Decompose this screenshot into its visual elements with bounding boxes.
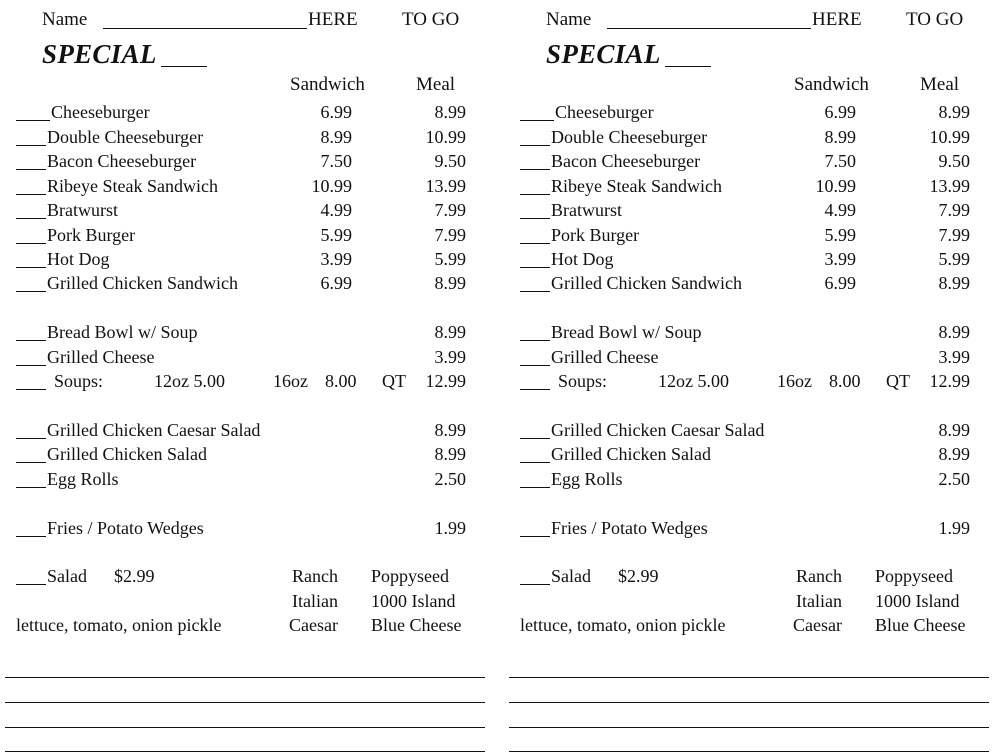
sandwich-price: 7.50 [824, 151, 856, 171]
special-label: SPECIAL [546, 39, 661, 69]
item-checkbox[interactable] [520, 470, 550, 488]
special-field[interactable] [161, 44, 207, 67]
salad-label: Salad [47, 566, 87, 586]
soups-label: Soups: [558, 371, 608, 391]
menu-item-name: Bacon Cheeseburger [47, 151, 197, 171]
sandwich-price: 10.99 [815, 176, 856, 196]
menu-item-name: Egg Rolls [47, 469, 119, 489]
special-field[interactable] [665, 44, 711, 67]
sandwich-column-header: Sandwich [794, 74, 869, 95]
item-checkbox[interactable] [520, 348, 550, 366]
dressing-option: 1000 Island [371, 591, 456, 611]
meal-price: 10.99 [425, 127, 466, 147]
item-checkbox[interactable] [16, 201, 46, 219]
menu-item-name: Grilled Chicken Caesar Salad [47, 420, 261, 440]
item-checkbox[interactable] [520, 152, 550, 170]
write-in-line[interactable] [5, 727, 485, 728]
dressing-option: Blue Cheese [371, 615, 462, 635]
meal-column-header: Meal [920, 74, 960, 95]
menu-item-name: Double Cheeseburger [47, 127, 204, 147]
item-price: 2.50 [938, 469, 970, 489]
meal-price: 13.99 [929, 176, 970, 196]
sandwich-price: 8.99 [824, 127, 856, 147]
item-checkbox[interactable] [520, 250, 550, 268]
sandwich-price: 3.99 [824, 249, 856, 269]
dressing-option: Ranch [796, 566, 842, 586]
dressing-option: Italian [292, 591, 338, 611]
item-price: 3.99 [434, 347, 466, 367]
dressing-option: 1000 Island [875, 591, 960, 611]
item-checkbox[interactable] [16, 274, 46, 292]
menu-item-name: Ribeye Steak Sandwich [551, 176, 722, 196]
item-price: 8.99 [434, 444, 466, 464]
special-label: SPECIAL [42, 39, 157, 69]
menu-item-name: Grilled Cheese [551, 347, 659, 367]
meal-price: 5.99 [938, 249, 970, 269]
menu-item-name: Grilled Chicken Salad [47, 444, 207, 464]
soup-qt-price: 12.99 [929, 371, 970, 391]
menu-item-name: Egg Rolls [551, 469, 623, 489]
sandwich-price: 7.50 [320, 151, 352, 171]
menu-item-name: Ribeye Steak Sandwich [47, 176, 218, 196]
salad-price: $2.99 [618, 566, 659, 586]
sandwich-price: 6.99 [320, 273, 352, 293]
sandwich-price: 5.99 [320, 225, 352, 245]
meal-price: 7.99 [938, 225, 970, 245]
item-price: 3.99 [938, 347, 970, 367]
write-in-line[interactable] [5, 677, 485, 678]
item-checkbox[interactable] [16, 519, 46, 537]
meal-column-header: Meal [416, 74, 456, 95]
menu-item-name: Grilled Chicken Caesar Salad [551, 420, 765, 440]
write-in-line[interactable] [509, 702, 989, 703]
meal-price: 8.99 [434, 273, 466, 293]
menu-item-name: Grilled Chicken Salad [551, 444, 711, 464]
soup-16oz-price: 8.00 [325, 371, 357, 391]
item-price: 8.99 [938, 420, 970, 440]
item-price: 1.99 [938, 518, 970, 538]
item-price: 8.99 [434, 322, 466, 342]
item-checkbox[interactable] [520, 274, 550, 292]
menu-item-name: Pork Burger [551, 225, 640, 245]
meal-price: 10.99 [929, 127, 970, 147]
salad-label: Salad [551, 566, 591, 586]
meal-price: 7.99 [938, 200, 970, 220]
here-label: HERE [812, 9, 862, 30]
dressing-option: Poppyseed [371, 566, 449, 586]
sandwich-price: 6.99 [824, 273, 856, 293]
salad-price: $2.99 [114, 566, 155, 586]
soup-qt-price: 12.99 [425, 371, 466, 391]
item-price: 2.50 [434, 469, 466, 489]
menu-item-name: Grilled Chicken Sandwich [551, 273, 742, 293]
item-checkbox[interactable] [520, 372, 550, 390]
write-in-line[interactable] [5, 702, 485, 703]
sandwich-column-header: Sandwich [290, 74, 365, 95]
menu-item-name: Hot Dog [47, 249, 110, 269]
name-field[interactable] [103, 10, 307, 29]
item-checkbox[interactable] [16, 226, 46, 244]
item-checkbox[interactable] [520, 567, 550, 585]
meal-price: 13.99 [425, 176, 466, 196]
soups-label: Soups: [54, 371, 104, 391]
sandwich-price: 4.99 [824, 200, 856, 220]
soup-12oz: 12oz 5.00 [154, 371, 225, 391]
menu-item-name: Cheeseburger [555, 102, 654, 122]
item-checkbox[interactable] [16, 445, 46, 463]
soup-16oz-label: 16oz [777, 371, 812, 391]
item-checkbox[interactable] [16, 567, 46, 585]
menu-item-name: Bread Bowl w/ Soup [47, 322, 198, 342]
togo-label: TO GO [906, 9, 964, 30]
item-checkbox[interactable] [16, 128, 46, 146]
item-checkbox[interactable] [16, 103, 50, 121]
salad-toppings: lettuce, tomato, onion pickle [16, 615, 222, 635]
item-checkbox[interactable] [520, 128, 550, 146]
sandwich-price: 6.99 [320, 102, 352, 122]
menu-item-name: Double Cheeseburger [551, 127, 708, 147]
item-checkbox[interactable] [16, 421, 46, 439]
name-label: Name [546, 9, 592, 30]
soup-16oz-label: 16oz [273, 371, 308, 391]
soup-12oz: 12oz 5.00 [658, 371, 729, 391]
meal-price: 9.50 [938, 151, 970, 171]
item-price: 8.99 [434, 420, 466, 440]
meal-price: 7.99 [434, 225, 466, 245]
item-checkbox[interactable] [16, 152, 46, 170]
meal-price: 8.99 [434, 102, 466, 122]
soup-qt-label: QT [382, 371, 406, 391]
item-checkbox[interactable] [520, 421, 550, 439]
menu-item-name: Bacon Cheeseburger [551, 151, 701, 171]
item-checkbox[interactable] [16, 348, 46, 366]
meal-price: 8.99 [938, 273, 970, 293]
meal-price: 5.99 [434, 249, 466, 269]
name-field[interactable] [607, 10, 811, 29]
meal-price: 8.99 [938, 102, 970, 122]
menu-item-name: Fries / Potato Wedges [551, 518, 708, 538]
sandwich-price: 4.99 [320, 200, 352, 220]
item-checkbox[interactable] [520, 177, 550, 195]
sandwich-price: 6.99 [824, 102, 856, 122]
menu-item-name: Pork Burger [47, 225, 136, 245]
dressing-option: Caesar [289, 615, 338, 635]
menu-item-name: Bratwurst [551, 200, 622, 220]
dressing-option: Poppyseed [875, 566, 953, 586]
soup-16oz-price: 8.00 [829, 371, 861, 391]
sandwich-price: 3.99 [320, 249, 352, 269]
sandwich-price: 5.99 [824, 225, 856, 245]
salad-toppings: lettuce, tomato, onion pickle [520, 615, 726, 635]
dressing-option: Ranch [292, 566, 338, 586]
dressing-option: Italian [796, 591, 842, 611]
item-price: 8.99 [938, 322, 970, 342]
item-price: 8.99 [938, 444, 970, 464]
order-ticket-right [504, 0, 1000, 756]
item-checkbox[interactable] [16, 177, 46, 195]
item-checkbox[interactable] [520, 201, 550, 219]
item-checkbox[interactable] [16, 250, 46, 268]
togo-label: TO GO [402, 9, 460, 30]
item-checkbox[interactable] [520, 103, 554, 121]
menu-item-name: Hot Dog [551, 249, 614, 269]
name-label: Name [42, 9, 88, 30]
item-price: 1.99 [434, 518, 466, 538]
soup-qt-label: QT [886, 371, 910, 391]
meal-price: 7.99 [434, 200, 466, 220]
sandwich-price: 8.99 [320, 127, 352, 147]
menu-item-name: Cheeseburger [51, 102, 150, 122]
item-checkbox[interactable] [16, 323, 46, 341]
item-checkbox[interactable] [16, 372, 46, 390]
item-checkbox[interactable] [520, 445, 550, 463]
here-label: HERE [308, 9, 358, 30]
dressing-option: Blue Cheese [875, 615, 966, 635]
item-checkbox[interactable] [16, 470, 46, 488]
item-checkbox[interactable] [520, 519, 550, 537]
meal-price: 9.50 [434, 151, 466, 171]
write-in-line[interactable] [509, 677, 989, 678]
write-in-line[interactable] [509, 751, 989, 752]
write-in-line[interactable] [5, 751, 485, 752]
menu-item-name: Grilled Cheese [47, 347, 155, 367]
write-in-line[interactable] [509, 727, 989, 728]
menu-item-name: Fries / Potato Wedges [47, 518, 204, 538]
menu-item-name: Bread Bowl w/ Soup [551, 322, 702, 342]
item-checkbox[interactable] [520, 226, 550, 244]
sandwich-price: 10.99 [311, 176, 352, 196]
menu-item-name: Bratwurst [47, 200, 118, 220]
item-checkbox[interactable] [520, 323, 550, 341]
dressing-option: Caesar [793, 615, 842, 635]
menu-item-name: Grilled Chicken Sandwich [47, 273, 238, 293]
